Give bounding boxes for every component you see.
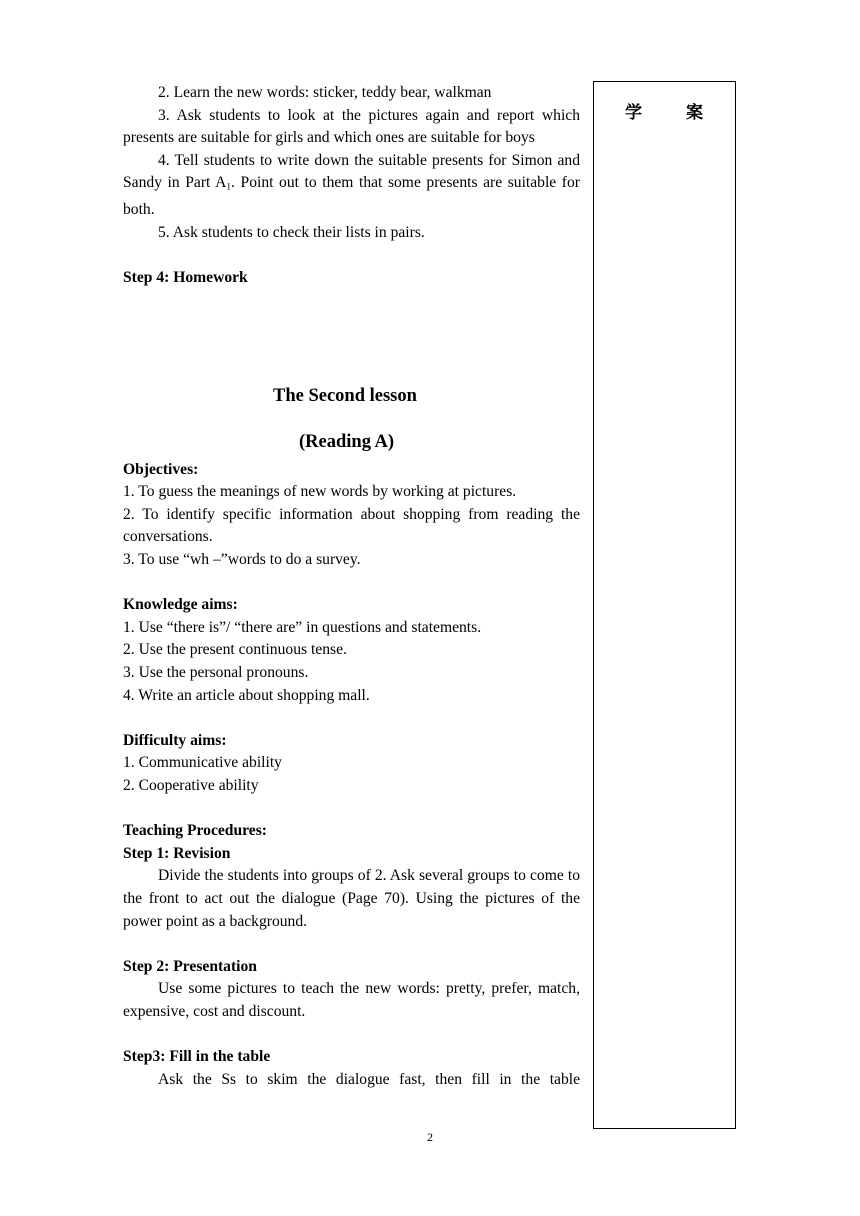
- item4-subscript: 1: [226, 182, 232, 193]
- lesson-title: The Second lesson: [273, 386, 417, 406]
- step3-item-3: 3. Ask students to look at the pictures again and report which presents are suitable for girls and which ones are suitable for boys: [123, 106, 580, 147]
- sidebar-char-xue: 学: [625, 103, 642, 123]
- main-text-column: [123, 82, 580, 1091]
- page-number: 2: [427, 1130, 433, 1144]
- objectives-heading: Objectives:: [123, 460, 199, 478]
- item4-text-after: . Point out to them that some presents are suitable for both.: [123, 174, 580, 219]
- objective-item: 1. To guess the meanings of new words by working at pictures.: [123, 483, 517, 501]
- step3-item-2: 2. Learn the new words: sticker, teddy bear, walkman: [158, 84, 492, 101]
- step3-text: Ask the Ss to skim the dialogue fast, then fill in the table: [158, 1070, 580, 1088]
- difficulty-item: 2. Cooperative ability: [123, 776, 259, 794]
- difficulty-heading: Difficulty aims:: [123, 731, 227, 749]
- step1-heading: Step 1: Revision: [123, 844, 231, 862]
- step3-heading: Step3: Fill in the table: [123, 1048, 271, 1066]
- knowledge-heading: Knowledge aims:: [123, 596, 238, 614]
- knowledge-item: 4. Write an article about shopping mall.: [123, 686, 370, 704]
- step2-heading: Step 2: Presentation: [123, 957, 257, 975]
- procedures-heading: Teaching Procedures:: [123, 822, 267, 840]
- knowledge-item: 2. Use the present continuous tense.: [123, 641, 347, 659]
- step2-text: Use some pictures to teach the new words: pretty, prefer, match, expensive, cost and discount.: [123, 980, 580, 1020]
- step1-text: Divide the students into groups of 2. Ask several groups to come to the front to act out the dialogue (Page 70). Using the pictures of the power point as a background.: [123, 867, 580, 930]
- step3-item-5: 5. Ask students to check their lists in pairs.: [158, 223, 425, 241]
- objective-item: 3. To use “wh –”words to do a survey.: [123, 551, 361, 569]
- knowledge-item: 1. Use “there is”/ “there are” in questions and statements.: [123, 618, 482, 636]
- lesson-subtitle: (Reading A): [299, 432, 395, 452]
- knowledge-item: 3. Use the personal pronouns.: [123, 664, 309, 682]
- difficulty-item: 1. Communicative ability: [123, 754, 282, 772]
- step4-heading: Step 4: Homework: [123, 269, 248, 287]
- step3-item-4: [123, 150, 580, 222]
- sidebar-char-an: 案: [686, 103, 703, 123]
- objective-item: 2. To identify specific information about shopping from reading the conversations.: [123, 505, 580, 546]
- item4-text-before: 4. Tell students to write down the suitable presents for Simon and Sandy in Part A: [123, 151, 580, 192]
- study-plan-sidebar: [593, 81, 736, 1129]
